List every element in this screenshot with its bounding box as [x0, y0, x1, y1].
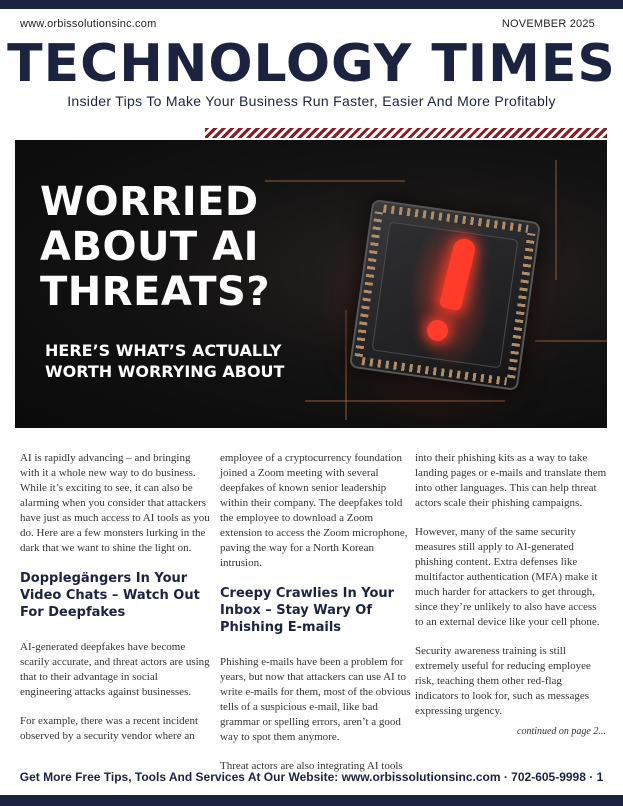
paragraph: However, many of the same security measures still apply to AI-generated phishing content. Extra defenses like multifactor authentication (MFA) make it much harder for attackers to get through, since they’re unlikely to also have access to an external device like your cell phone.: [415, 526, 600, 628]
article-column-3: [415, 451, 607, 733]
paragraph: employee of a cryptocurrency foundation joined a Zoom meeting with several deepfakes of known senior leadership within their company. The deepfakes told the employee to download a Zoom extension to access the Zoom microphone, paving the way for a North Korean intrusion.: [220, 452, 408, 569]
paragraph: Threat actors are also integrating AI tools: [220, 760, 403, 772]
paragraph: Security awareness training is still extremely useful for reducing employee risk, teaching them other red-flag indicators to look for, such as messages expressing urgency.: [415, 645, 591, 717]
hero-banner: [15, 140, 607, 428]
paragraph: Phishing e-mails have been a problem for years, but now that attackers can use AI to write e-mails for them, most of the obvious tells of a suspicious e-mail, like bad grammar or spelling errors, aren’t a good way to spot them anymore.: [220, 656, 411, 743]
issue-date: NOVEMBER 2025: [501, 18, 595, 30]
top-bar: [0, 0, 623, 9]
bottom-bar: [0, 795, 623, 806]
article-column-2: [220, 451, 412, 788]
paragraph: AI-generated deepfakes have become scarily accurate, and threat actors are using that to their advantage in social engineering attacks against businesses.: [20, 641, 210, 698]
masthead-tagline: Insider Tips To Make Your Business Run Faster, Easier And More Profitably: [67, 93, 556, 109]
section-heading: Dopplegängers In Your Video Chats – Watch Out For Deepfakes: [20, 571, 200, 620]
paragraph: For example, there was a recent incident observed by a security vendor where an: [20, 715, 199, 742]
footer-text: Get More Free Tips, Tools And Services At Our Website: www.orbissolutionsinc.com · 702-605-9998 · 1: [19, 770, 604, 784]
article-column-1: [20, 451, 212, 758]
hero-subheadline: HERE’S WHAT’S ACTUALLY WORTH WORRYING ABOUT: [45, 341, 285, 381]
paragraph: into their phishing kits as a way to take landing pages or e-mails and translate them into other languages. This can help threat actors scale their phishing campaigns.: [415, 452, 607, 509]
decorative-stripes: [205, 128, 607, 138]
paragraph: AI is rapidly advancing – and bringing with it a whole new way to do business. While it’s exciting to see, it can also be alarming when you consider that attackers have just as much access to AI tools as you do. Here are a few monsters lurking in the dark that we want to shine the light on.: [20, 452, 210, 554]
exclamation-dot-icon: [427, 320, 448, 341]
section-heading: Creepy Crawlies In Your Inbox – Stay Wary Of Phishing E-mails: [220, 586, 395, 635]
hero-headline: WORRIED ABOUT AI THREATS?: [40, 179, 271, 315]
masthead-title: TECHNOLOGY TIMES: [7, 34, 616, 94]
continued-note: continued on page 2...: [517, 726, 606, 737]
header-website: www.orbissolutionsinc.com: [20, 18, 157, 30]
